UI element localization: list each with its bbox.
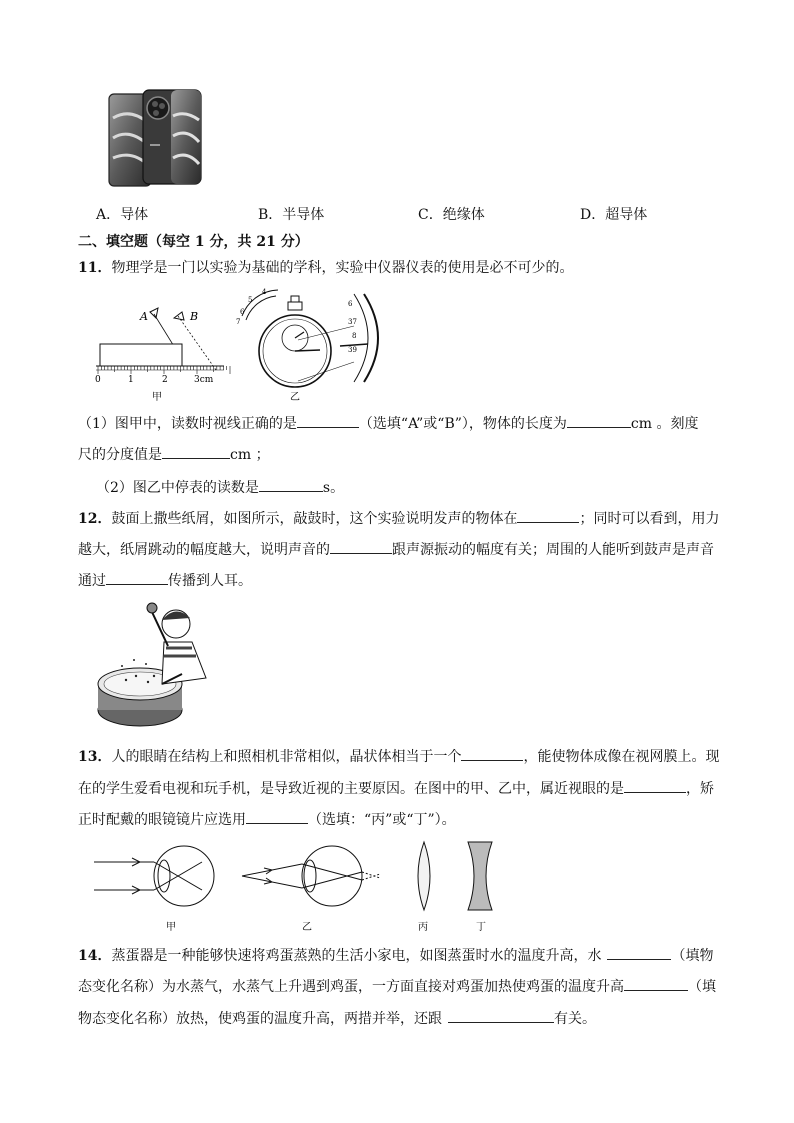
blank-11-4[interactable] bbox=[259, 477, 323, 492]
caption-eye-yi: 乙 bbox=[302, 922, 312, 932]
svg-text:6: 6 bbox=[348, 300, 353, 308]
svg-text:6: 6 bbox=[240, 308, 245, 316]
tick-3: 3cm bbox=[194, 375, 214, 385]
caption-lens-bing: 丙 bbox=[418, 922, 428, 932]
caption-yi: 乙 bbox=[290, 392, 300, 403]
stopwatch-figure bbox=[232, 286, 392, 404]
q12-line2: 越大，纸屑跳动的幅度越大，说明声音的 跟声源振动的幅度有关；周围的人能听到鼓声是声音 bbox=[78, 539, 758, 560]
tick-1: 1 bbox=[128, 375, 134, 385]
folding-phone-image bbox=[105, 88, 205, 188]
option-a: A．导体 bbox=[96, 207, 149, 223]
blank-13-1[interactable] bbox=[461, 746, 523, 761]
svg-text:5: 5 bbox=[248, 296, 253, 304]
q13-line3: 正时配戴的眼镜镜片应选用 （选填：“丙”或“丁”）。 bbox=[78, 809, 758, 830]
q13-line1: 13．人的眼睛在结构上和照相机非常相似，晶状体相当于一个 ，能使物体成像在视网膜上。现 bbox=[78, 746, 758, 767]
blank-14-2[interactable] bbox=[624, 976, 688, 991]
caption-jia: 甲 bbox=[152, 392, 162, 403]
q13-line2: 在的学生爱看电视和玩手机，是导致近视的主要原因。在图中的甲、乙中，属近视眼的是 ，矫 bbox=[78, 778, 758, 799]
caption-eye-jia: 甲 bbox=[166, 922, 176, 932]
svg-text:39: 39 bbox=[348, 346, 357, 354]
option-b: B．半导体 bbox=[258, 207, 325, 223]
drum-figure bbox=[96, 598, 214, 730]
label-a: A bbox=[140, 310, 148, 323]
blank-11-1[interactable] bbox=[297, 413, 359, 428]
svg-text:7: 7 bbox=[236, 318, 241, 326]
label-b: B bbox=[190, 310, 199, 323]
option-c: C．绝缘体 bbox=[418, 207, 485, 223]
blank-12-1[interactable] bbox=[517, 508, 579, 523]
blank-11-2[interactable] bbox=[567, 413, 631, 428]
section-heading: 二、填空题（每空 1 分，共 21 分） bbox=[78, 234, 309, 250]
q12-line1: 12．鼓面上撒些纸屑，如图所示，敲鼓时，这个实验说明发声的物体在 ；同时可以看到，用力 bbox=[78, 508, 758, 529]
ruler-figure bbox=[92, 300, 232, 404]
blank-12-3[interactable] bbox=[106, 570, 168, 585]
q14-line3: 物态变化名称）放热，使鸡蛋的温度升高，两措并举，还跟 有关。 bbox=[78, 1008, 758, 1029]
blank-13-3[interactable] bbox=[246, 809, 308, 824]
blank-14-3[interactable] bbox=[448, 1008, 554, 1023]
question-text: 物理学是一门以实验为基础的学科，实验中仪器仪表的使用是必不可少的。 bbox=[111, 260, 574, 276]
tick-0: 0 bbox=[95, 375, 101, 385]
q11-part1-line1: （1）图甲中，读数时视线正确的是 （选填“A”或“B”），物体的长度为 cm 。刻度 bbox=[78, 413, 758, 434]
q14-line2: 态变化名称）为水蒸气，水蒸气上升遇到鸡蛋，一方面直接对鸡蛋加热使鸡蛋的温度升高 （填 bbox=[78, 976, 758, 997]
svg-text:4: 4 bbox=[262, 288, 267, 296]
blank-13-2[interactable] bbox=[624, 778, 686, 793]
blank-11-3[interactable] bbox=[162, 444, 230, 459]
blank-12-2[interactable] bbox=[330, 539, 392, 554]
eye-lens-figure bbox=[92, 838, 522, 932]
question-11-stem bbox=[78, 258, 758, 278]
svg-text:37: 37 bbox=[348, 318, 357, 326]
svg-text:8: 8 bbox=[352, 332, 357, 340]
blank-14-1[interactable] bbox=[607, 945, 671, 960]
question-number: 11． bbox=[78, 260, 112, 276]
q11-part1-line2: 尺的分度值是 cm ； bbox=[78, 444, 758, 465]
caption-lens-ding: 丁 bbox=[476, 922, 486, 932]
q12-line3: 通过 传播到人耳。 bbox=[78, 570, 758, 591]
q11-part2: （2）图乙中停表的读数是 s。 bbox=[96, 477, 776, 498]
option-d: D．超导体 bbox=[580, 207, 648, 223]
q14-line1: 14．蒸蛋器是一种能够快速将鸡蛋蒸熟的生活小家电，如图蒸蛋时水的温度升高，水 （填物 bbox=[78, 945, 758, 966]
tick-2: 2 bbox=[162, 375, 168, 385]
